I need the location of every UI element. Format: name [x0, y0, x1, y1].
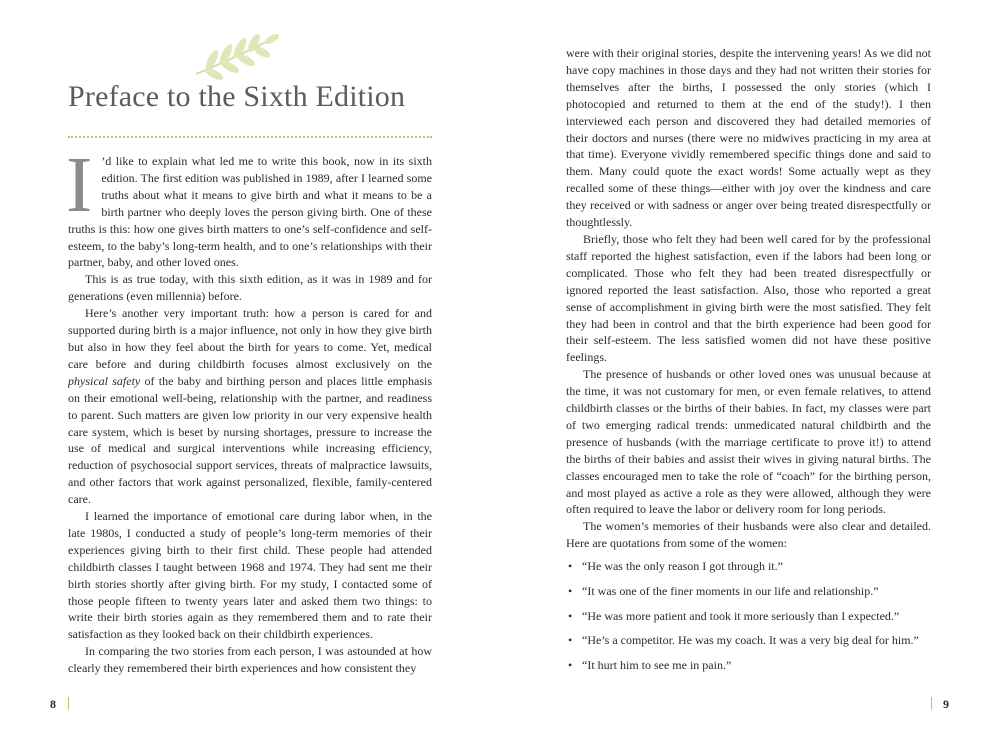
- bullet-icon: •: [568, 608, 573, 623]
- paragraph: Here’s another very important truth: how a person is cared for and supported during birth is a major influence, not only in how they give birth but also in how they feel about the birth for years to come. Yet, medical care before and during childbirth focuses almost exclusively on the physical safety of the baby and birthing person and places little emphasis on their emotional well-being, relationship with the partner, and readiness to parent. Such matters are given low priority in our very expensive health care system, which is beset by nursing shortages, pressure to increase the use of medical and surgical interventions while increasing efficiency, reduction of psychosocial support services, threats of malpractice lawsuits, and other factors that work against personalized, flexible, family-centered care.: [68, 306, 432, 507]
- paragraph: In comparing the two stories from each person, I was astounded at how clearly they remembered their birth experiences and how consistent they: [68, 644, 432, 676]
- right-body-text: [566, 45, 931, 682]
- paragraph: I ’d like to explain what led me to write this book, now in its sixth edition. The first edition was published in 1989, after I learned some truths about what it means to give birth and what it means to be a birth partner who deeply loves the person giving birth. One of these truths is this: how one gives birth matters to one’s self-confidence and self-esteem, to the baby’s long-term health, and to one’s relationships with their partner, baby, and other loved ones.: [66, 142, 432, 270]
- page-number: 8: [50, 697, 56, 711]
- emphasis-text: physical safety: [68, 373, 141, 388]
- leaf-sprig-icon: [190, 30, 280, 80]
- bullet-icon: •: [568, 633, 573, 648]
- list-item: • “He was the only reason I got through it.”: [568, 559, 783, 574]
- list-item: • “It was one of the finer moments in our life and relationship.”: [568, 583, 879, 598]
- page-number: 9: [943, 697, 949, 711]
- paragraph: The presence of husbands or other loved ones was unusual because at the time, it was not customary for men, or even female relatives, to attend childbirth classes or the births of their babies. In fact, my classes were part of two emerging radical trends: unmedicated natural childbirth and the presence of husbands (with the marriage certificate to prove it!) to attend the births of their babies and assist their wives in giving natural births. The classes encouraged men to take the role of “coach” for the birthing person, and most played as active a role as they were allowed, although they were often required to leave the labor or delivery room for long periods.: [566, 367, 931, 517]
- folio-divider: [931, 697, 932, 710]
- chapter-title: Preface to the Sixth Edition: [68, 80, 406, 113]
- list-item: • “He’s a competitor. He was my coach. It was a very big deal for him.”: [568, 633, 919, 648]
- bullet-icon: •: [568, 583, 573, 598]
- paragraph: Briefly, those who felt they had been well cared for by the professional staff reported the highest satisfaction, even if the labors had been long or complicated. Those who felt they had been treated disrespectfully or ignored reported the least satisfaction. Also, those who reported a great sense of accomplishment in giving birth were the most satisfied. They felt they had been in control and that the birth experience had been good for their self-esteem. The less satisfied women did not have these positive feelings.: [566, 231, 931, 365]
- list-item: • “He was more patient and took it more seriously than I expected.”: [568, 608, 900, 623]
- quote-list: [566, 558, 931, 674]
- paragraph: were with their original stories, despite the intervening years! As we did not have copy machines in those days and they had not written their stories for themselves after the births, I possessed the only stories (which I photocopied and returned to them at the end of the study!). I then interviewed each person and discovered they had detailed memories of their doctors and nurses (there were no midwives practicing in my area at that time). Everyone vividly remembered specific things done and said to them. Many could quote the exact words! Some actually wept as they recalled some of these things—either with joy over the kindness and care they received or with sadness or anger over being treated disrespectfully or thoughtlessly.: [566, 46, 931, 230]
- drop-cap: I: [66, 142, 93, 229]
- paragraph: This is as true today, with this sixth edition, as it was in 1989 and for generations (even millennia) before.: [68, 272, 432, 304]
- folio-divider: [68, 697, 69, 710]
- title-divider: [68, 136, 432, 138]
- bullet-icon: •: [568, 658, 573, 672]
- bullet-icon: •: [568, 559, 573, 574]
- paragraph: I learned the importance of emotional care during labor when, in the late 1980s, I conducted a study of people’s long-term memories of their experiences giving birth to their first child. These people had attended childbirth classes I taught between 1968 and 1974. They had sent me their birth stories shortly after giving birth. For my study, I contacted some of those people fifteen to twenty years later and asked them two things: to write their birth stories again as they remembered them and to rate their satisfaction as they looked back on their childbirth experiences.: [68, 509, 432, 642]
- left-body-text: [66, 142, 432, 677]
- paragraph: The women’s memories of their husbands were also clear and detailed. Here are quotations from some of the women:: [566, 519, 931, 551]
- list-item: • “It hurt him to see me in pain.”: [568, 658, 732, 672]
